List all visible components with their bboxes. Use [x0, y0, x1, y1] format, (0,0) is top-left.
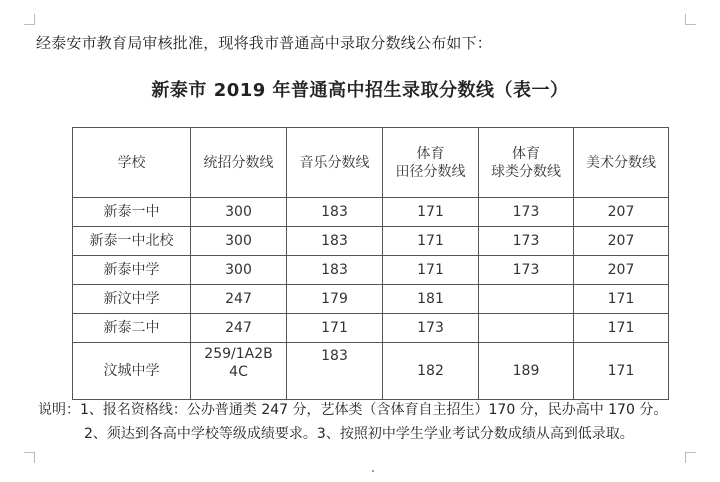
general-score: 247	[191, 314, 287, 343]
table-row	[73, 227, 669, 256]
art-score: 207	[574, 198, 669, 227]
page-corner-mark	[685, 14, 696, 25]
track-score: 182	[383, 343, 479, 400]
page-corner-mark	[24, 14, 35, 25]
header-track-score: 体育 田径分数线	[383, 128, 479, 198]
track-score: 171	[383, 256, 479, 285]
art-score: 171	[574, 285, 669, 314]
music-score: 183	[287, 198, 383, 227]
music-score: 171	[287, 314, 383, 343]
table-row	[73, 314, 669, 343]
school-name: 新泰二中	[73, 314, 191, 343]
header-ball-score: 体育 球类分数线	[479, 128, 574, 198]
general-score: 300	[191, 227, 287, 256]
track-score: 171	[383, 227, 479, 256]
intro-text: 经泰安市教育局审核批准，现将我市普通高中录取分数线公布如下：	[36, 34, 493, 52]
general-score: 259/1A2B4C	[191, 343, 287, 400]
music-score: 183	[287, 343, 383, 400]
school-name: 新泰一中	[73, 198, 191, 227]
general-score: 247	[191, 285, 287, 314]
ball-score: 189	[479, 343, 574, 400]
score-table	[72, 127, 669, 400]
header-music-score: 音乐分数线	[287, 128, 383, 198]
page-title: 新泰市 2019 年普通高中招生录取分数线（表一）	[151, 80, 569, 101]
track-score: 181	[383, 285, 479, 314]
ball-score: 173	[479, 198, 574, 227]
table-row	[73, 343, 669, 400]
ball-score	[479, 285, 574, 314]
music-score: 183	[287, 256, 383, 285]
table-header-row	[73, 128, 669, 198]
header-art-score: 美术分数线	[574, 128, 669, 198]
school-name: 新泰一中北校	[73, 227, 191, 256]
note-line-2: 2、须达到各高中学校等级成绩要求。3、按照初中学生学业考试分数成绩从高到低录取。	[84, 426, 634, 442]
ball-score	[479, 314, 574, 343]
ball-score: 173	[479, 256, 574, 285]
school-name: 汶城中学	[73, 343, 191, 400]
ball-score: 173	[479, 227, 574, 256]
table-row	[73, 285, 669, 314]
page-corner-mark	[685, 452, 696, 463]
school-name: 新汶中学	[73, 285, 191, 314]
note-line-1: 说明：1、报名资格线：公办普通类 247 分，艺体类（含体育自主招生）170 分，民办高中 170 分。	[38, 402, 668, 418]
header-general-score: 统招分数线	[191, 128, 287, 198]
page-marker-dot	[372, 470, 374, 472]
music-score: 183	[287, 227, 383, 256]
track-score: 173	[383, 314, 479, 343]
general-score: 300	[191, 198, 287, 227]
track-score: 171	[383, 198, 479, 227]
header-school: 学校	[73, 128, 191, 198]
music-score: 179	[287, 285, 383, 314]
general-score: 300	[191, 256, 287, 285]
art-score: 207	[574, 256, 669, 285]
table-row	[73, 256, 669, 285]
school-name: 新泰中学	[73, 256, 191, 285]
art-score: 207	[574, 227, 669, 256]
table-row	[73, 198, 669, 227]
art-score: 171	[574, 314, 669, 343]
page-corner-mark	[24, 452, 35, 463]
art-score: 171	[574, 343, 669, 400]
